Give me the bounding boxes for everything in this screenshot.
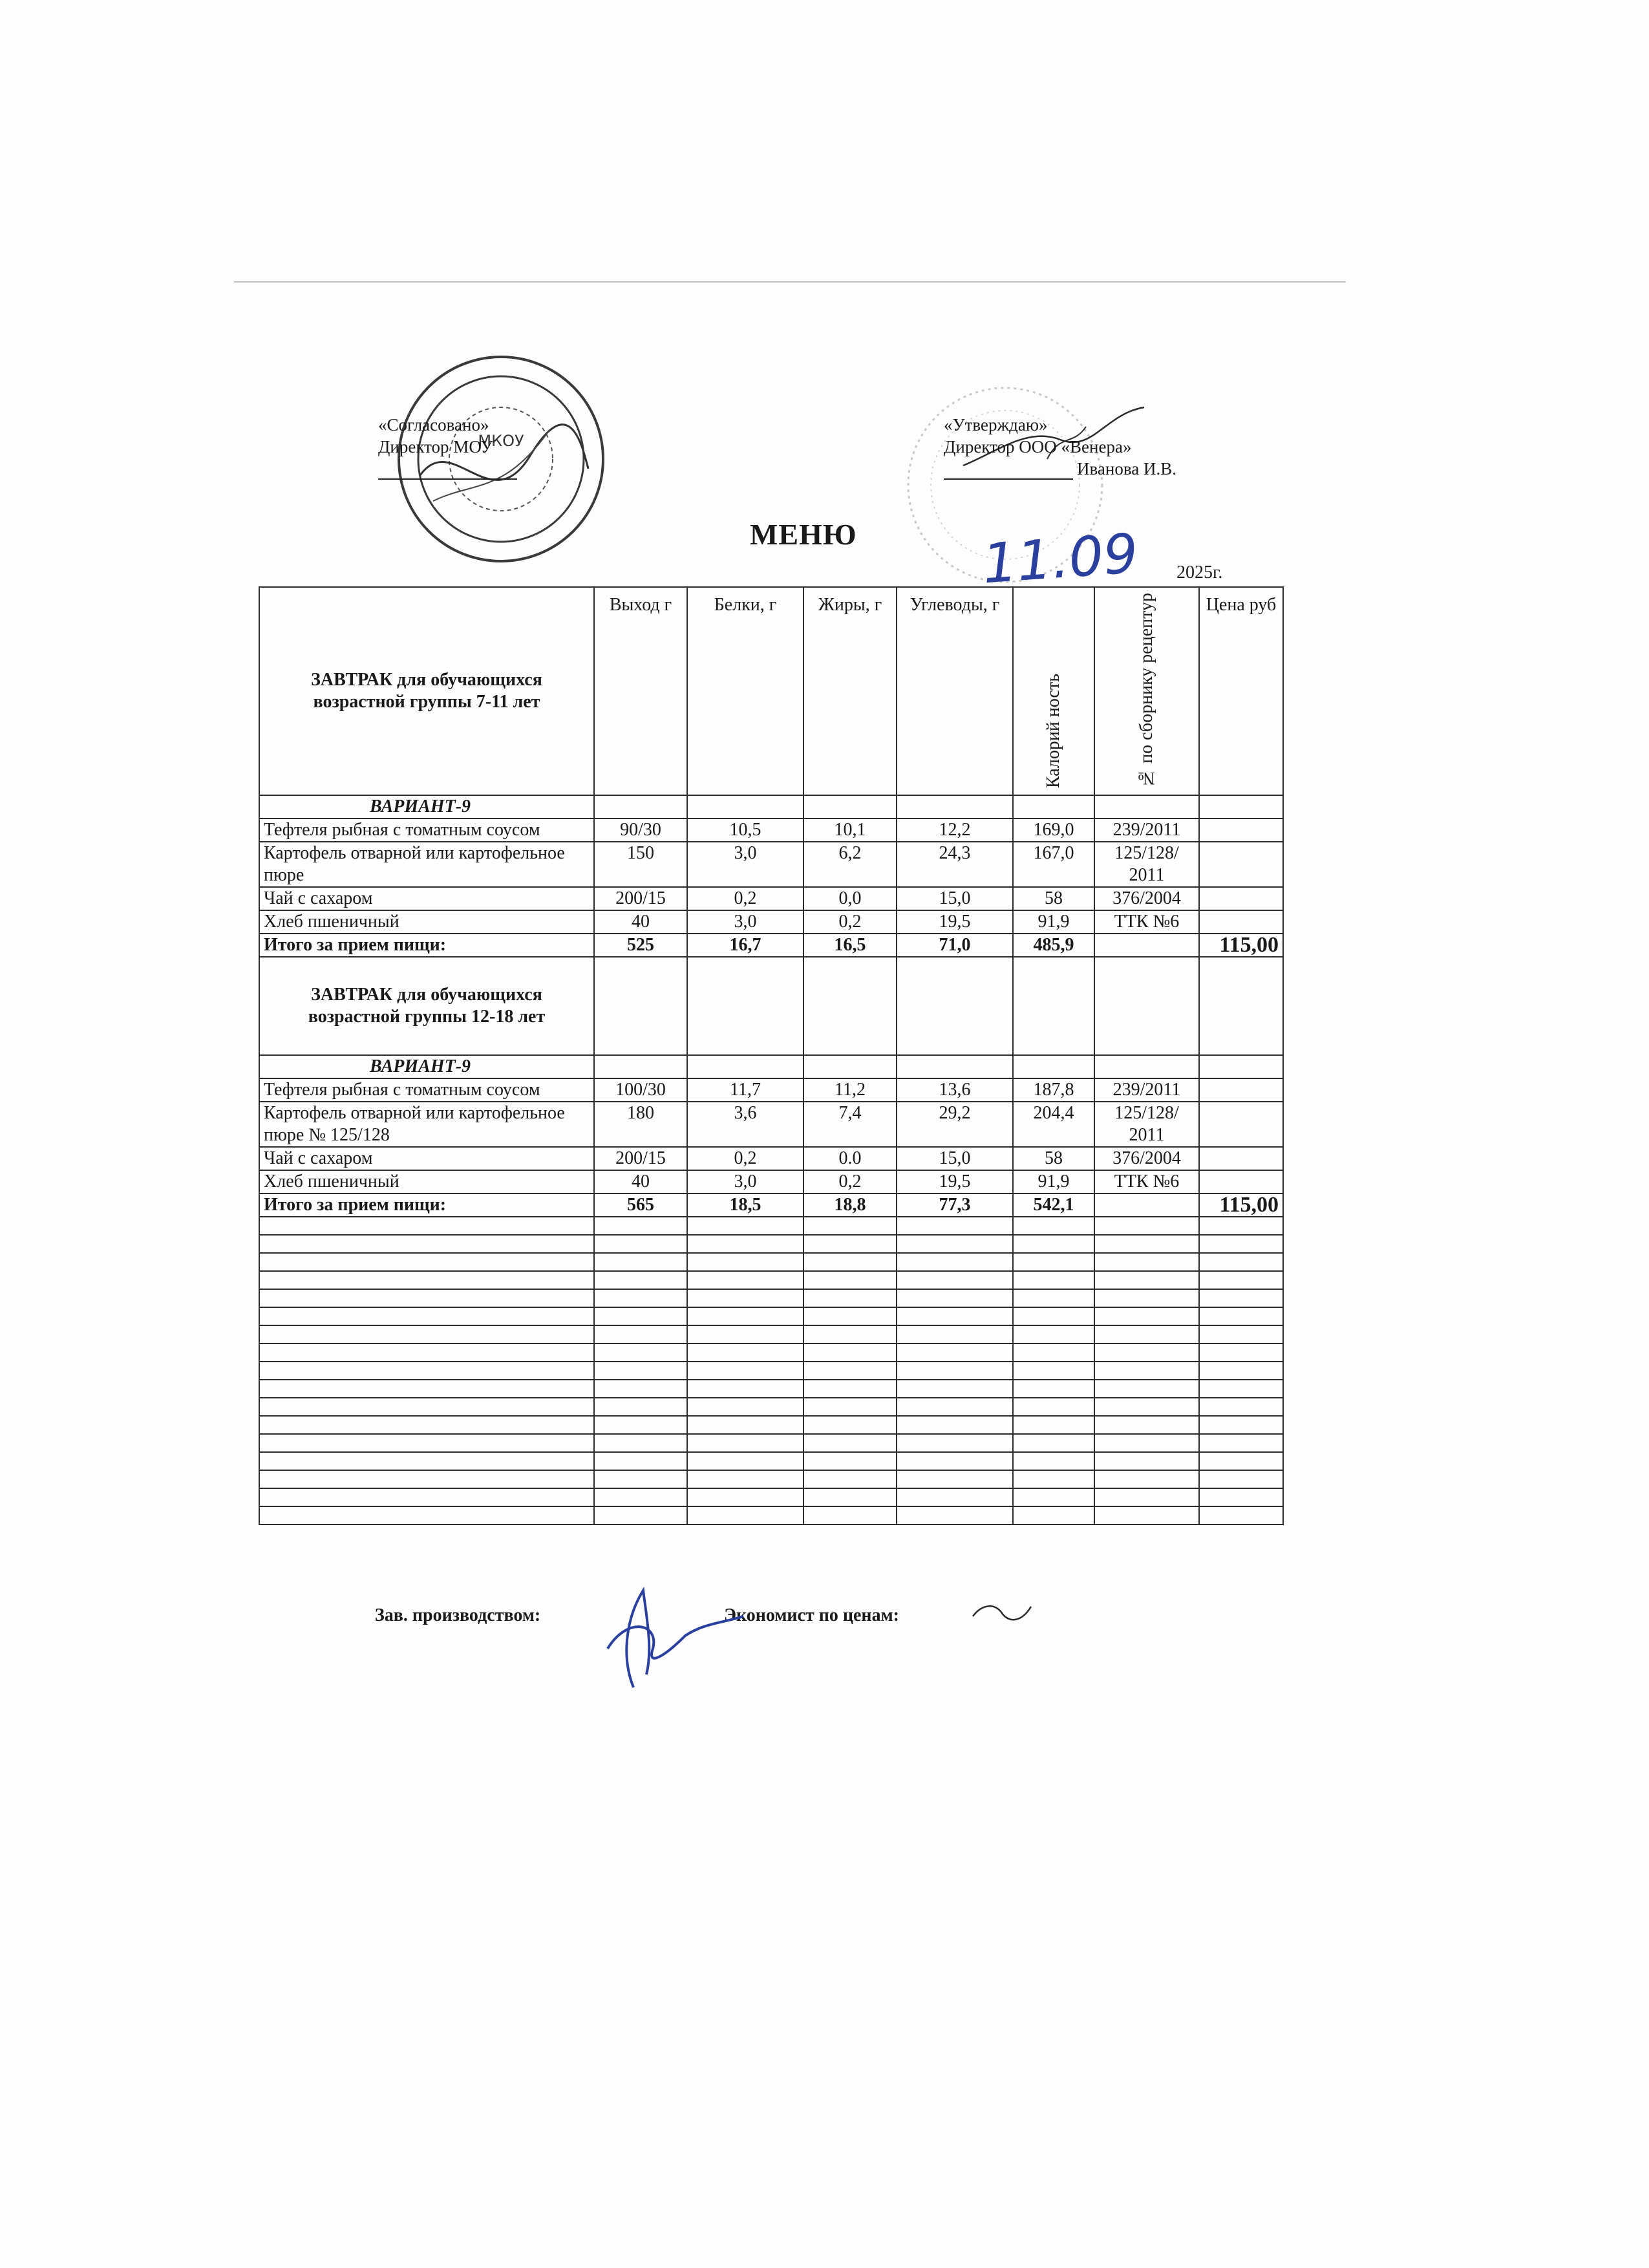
empty-row (259, 1217, 1283, 1235)
cell-recipe: 239/2011 (1094, 818, 1199, 842)
total-label: Итого за прием пищи: (259, 1193, 594, 1217)
empty-row (259, 1362, 1283, 1380)
cell-proteins: 3,0 (687, 910, 803, 934)
empty-row (259, 1253, 1283, 1271)
approval-right-block (944, 414, 1176, 480)
cell-fats: 0.0 (803, 1147, 897, 1170)
total-calories: 542,1 (1013, 1193, 1094, 1217)
col-output-header: Выход г (594, 587, 687, 795)
cell-recipe: ТТК №6 (1094, 1170, 1199, 1193)
cell-fats: 0,0 (803, 887, 897, 910)
cell-carbs: 13,6 (897, 1078, 1013, 1102)
cell-calories: 91,9 (1013, 1170, 1094, 1193)
table-row (259, 910, 1283, 934)
table-row (259, 1102, 1283, 1147)
variant-row (259, 795, 1283, 818)
cell-price (1199, 1170, 1283, 1193)
top-rule (234, 281, 1346, 283)
cell-calories: 204,4 (1013, 1102, 1094, 1147)
economist-label: Экономист по ценам: (724, 1605, 899, 1625)
approval-left-block (378, 414, 521, 480)
dish-name: Картофель отварной или картофельное пюре № 125/128 (259, 1102, 594, 1147)
variant-row (259, 1055, 1283, 1078)
cell-output: 40 (594, 910, 687, 934)
variant-label: ВАРИАНТ-9 (259, 795, 594, 818)
total-calories: 485,9 (1013, 934, 1094, 957)
cell-carbs: 29,2 (897, 1102, 1013, 1147)
section2-header-row (259, 957, 1283, 1055)
empty-row (259, 1506, 1283, 1524)
empty-row (259, 1307, 1283, 1325)
section2-title: ЗАВТРАК для обучающихся возрастной группы 12-18 лет (259, 957, 594, 1055)
header-row (259, 587, 1283, 795)
section1-title: ЗАВТРАК для обучающихся возрастной группы 7-11 лет (259, 587, 594, 795)
cell-price (1199, 910, 1283, 934)
empty-row (259, 1289, 1283, 1307)
signature-line-left (378, 464, 517, 480)
year-label: 2025г. (1176, 562, 1223, 583)
dish-name: Тефтеля рыбная с томатным соусом (259, 818, 594, 842)
cell-output: 200/15 (594, 1147, 687, 1170)
signature-line-right (944, 464, 1073, 480)
cell-output: 200/15 (594, 887, 687, 910)
col-recipe-header: № по сборнику рецептур (1094, 587, 1199, 795)
cell-calories: 169,0 (1013, 818, 1094, 842)
director-name: Иванова И.В. (1077, 459, 1176, 478)
col-fats-header: Жиры, г (803, 587, 897, 795)
total-row (259, 1193, 1283, 1217)
total-proteins: 16,7 (687, 934, 803, 957)
cell-carbs: 15,0 (897, 887, 1013, 910)
table-row (259, 887, 1283, 910)
cell-recipe: 376/2004 (1094, 1147, 1199, 1170)
empty-row (259, 1398, 1283, 1416)
col-price-header: Цена руб (1199, 587, 1283, 795)
total-price: 115,00 (1199, 1193, 1283, 1217)
production-manager-label: Зав. производством: (375, 1605, 541, 1625)
table-row (259, 818, 1283, 842)
cell-output: 180 (594, 1102, 687, 1147)
col-carbs-header: Углеводы, г (897, 587, 1013, 795)
cell-carbs: 19,5 (897, 1170, 1013, 1193)
total-proteins: 18,5 (687, 1193, 803, 1217)
cell-calories: 167,0 (1013, 842, 1094, 887)
total-carbs: 77,3 (897, 1193, 1013, 1217)
cell-calories: 91,9 (1013, 910, 1094, 934)
cell-fats: 6,2 (803, 842, 897, 887)
cell-fats: 0,2 (803, 910, 897, 934)
director-school-label: Директор МОУ (378, 437, 493, 456)
cell-carbs: 12,2 (897, 818, 1013, 842)
cell-carbs: 19,5 (897, 910, 1013, 934)
dish-name: Хлеб пшеничный (259, 910, 594, 934)
empty-row (259, 1235, 1283, 1253)
cell-recipe: 125/128/ 2011 (1094, 1102, 1199, 1147)
col-calories-header: Калорий ность (1013, 587, 1094, 795)
dish-name: Чай с сахаром (259, 1147, 594, 1170)
production-signature (582, 1578, 750, 1700)
empty-row (259, 1488, 1283, 1506)
cell-price (1199, 887, 1283, 910)
total-carbs: 71,0 (897, 934, 1013, 957)
col-proteins-header: Белки, г (687, 587, 803, 795)
empty-row (259, 1452, 1283, 1470)
cell-price (1199, 842, 1283, 887)
cell-output: 100/30 (594, 1078, 687, 1102)
seal-label: МКОУ (478, 432, 524, 450)
total-fats: 18,8 (803, 1193, 897, 1217)
cell-carbs: 24,3 (897, 842, 1013, 887)
total-price: 115,00 (1199, 934, 1283, 957)
cell-proteins: 10,5 (687, 818, 803, 842)
cell-calories: 58 (1013, 1147, 1094, 1170)
cell-fats: 11,2 (803, 1078, 897, 1102)
cell-price (1199, 1078, 1283, 1102)
cell-carbs: 15,0 (897, 1147, 1013, 1170)
empty-row (259, 1434, 1283, 1452)
cell-recipe: ТТК №6 (1094, 910, 1199, 934)
director-company-label: Директор ООО «Венера» (944, 437, 1132, 456)
cell-calories: 187,8 (1013, 1078, 1094, 1102)
approve-label: «Утверждаю» (944, 415, 1048, 434)
empty-row (259, 1416, 1283, 1434)
dish-name: Тефтеля рыбная с томатным соусом (259, 1078, 594, 1102)
total-output: 525 (594, 934, 687, 957)
empty-row (259, 1470, 1283, 1488)
cell-proteins: 3,6 (687, 1102, 803, 1147)
dish-name: Чай с сахаром (259, 887, 594, 910)
cell-proteins: 3,0 (687, 1170, 803, 1193)
cell-output: 150 (594, 842, 687, 887)
dish-name: Картофель отварной или картофельное пюре (259, 842, 594, 887)
cell-fats: 7,4 (803, 1102, 897, 1147)
total-fats: 16,5 (803, 934, 897, 957)
cell-price (1199, 1147, 1283, 1170)
table-row (259, 1147, 1283, 1170)
total-label: Итого за прием пищи: (259, 934, 594, 957)
dish-name: Хлеб пшеничный (259, 1170, 594, 1193)
cell-recipe: 125/128/ 2011 (1094, 842, 1199, 887)
handwritten-date: 11.09 (980, 521, 1140, 596)
variant-label: ВАРИАНТ-9 (259, 1055, 594, 1078)
economist-signature (970, 1600, 1034, 1626)
cell-output: 40 (594, 1170, 687, 1193)
total-row (259, 934, 1283, 957)
cell-proteins: 3,0 (687, 842, 803, 887)
cell-proteins: 11,7 (687, 1078, 803, 1102)
cell-price (1199, 818, 1283, 842)
menu-table (259, 586, 1284, 1525)
table-row (259, 842, 1283, 887)
cell-proteins: 0,2 (687, 1147, 803, 1170)
cell-price (1199, 1102, 1283, 1147)
empty-row (259, 1343, 1283, 1362)
page-title: МЕНЮ (750, 518, 857, 551)
cell-fats: 0,2 (803, 1170, 897, 1193)
cell-proteins: 0,2 (687, 887, 803, 910)
cell-fats: 10,1 (803, 818, 897, 842)
cell-recipe: 239/2011 (1094, 1078, 1199, 1102)
empty-row (259, 1271, 1283, 1289)
total-output: 565 (594, 1193, 687, 1217)
cell-calories: 58 (1013, 887, 1094, 910)
empty-row (259, 1325, 1283, 1343)
table-row (259, 1078, 1283, 1102)
cell-output: 90/30 (594, 818, 687, 842)
agreed-label: «Согласовано» (378, 415, 489, 434)
cell-recipe: 376/2004 (1094, 887, 1199, 910)
table-row (259, 1170, 1283, 1193)
empty-row (259, 1380, 1283, 1398)
